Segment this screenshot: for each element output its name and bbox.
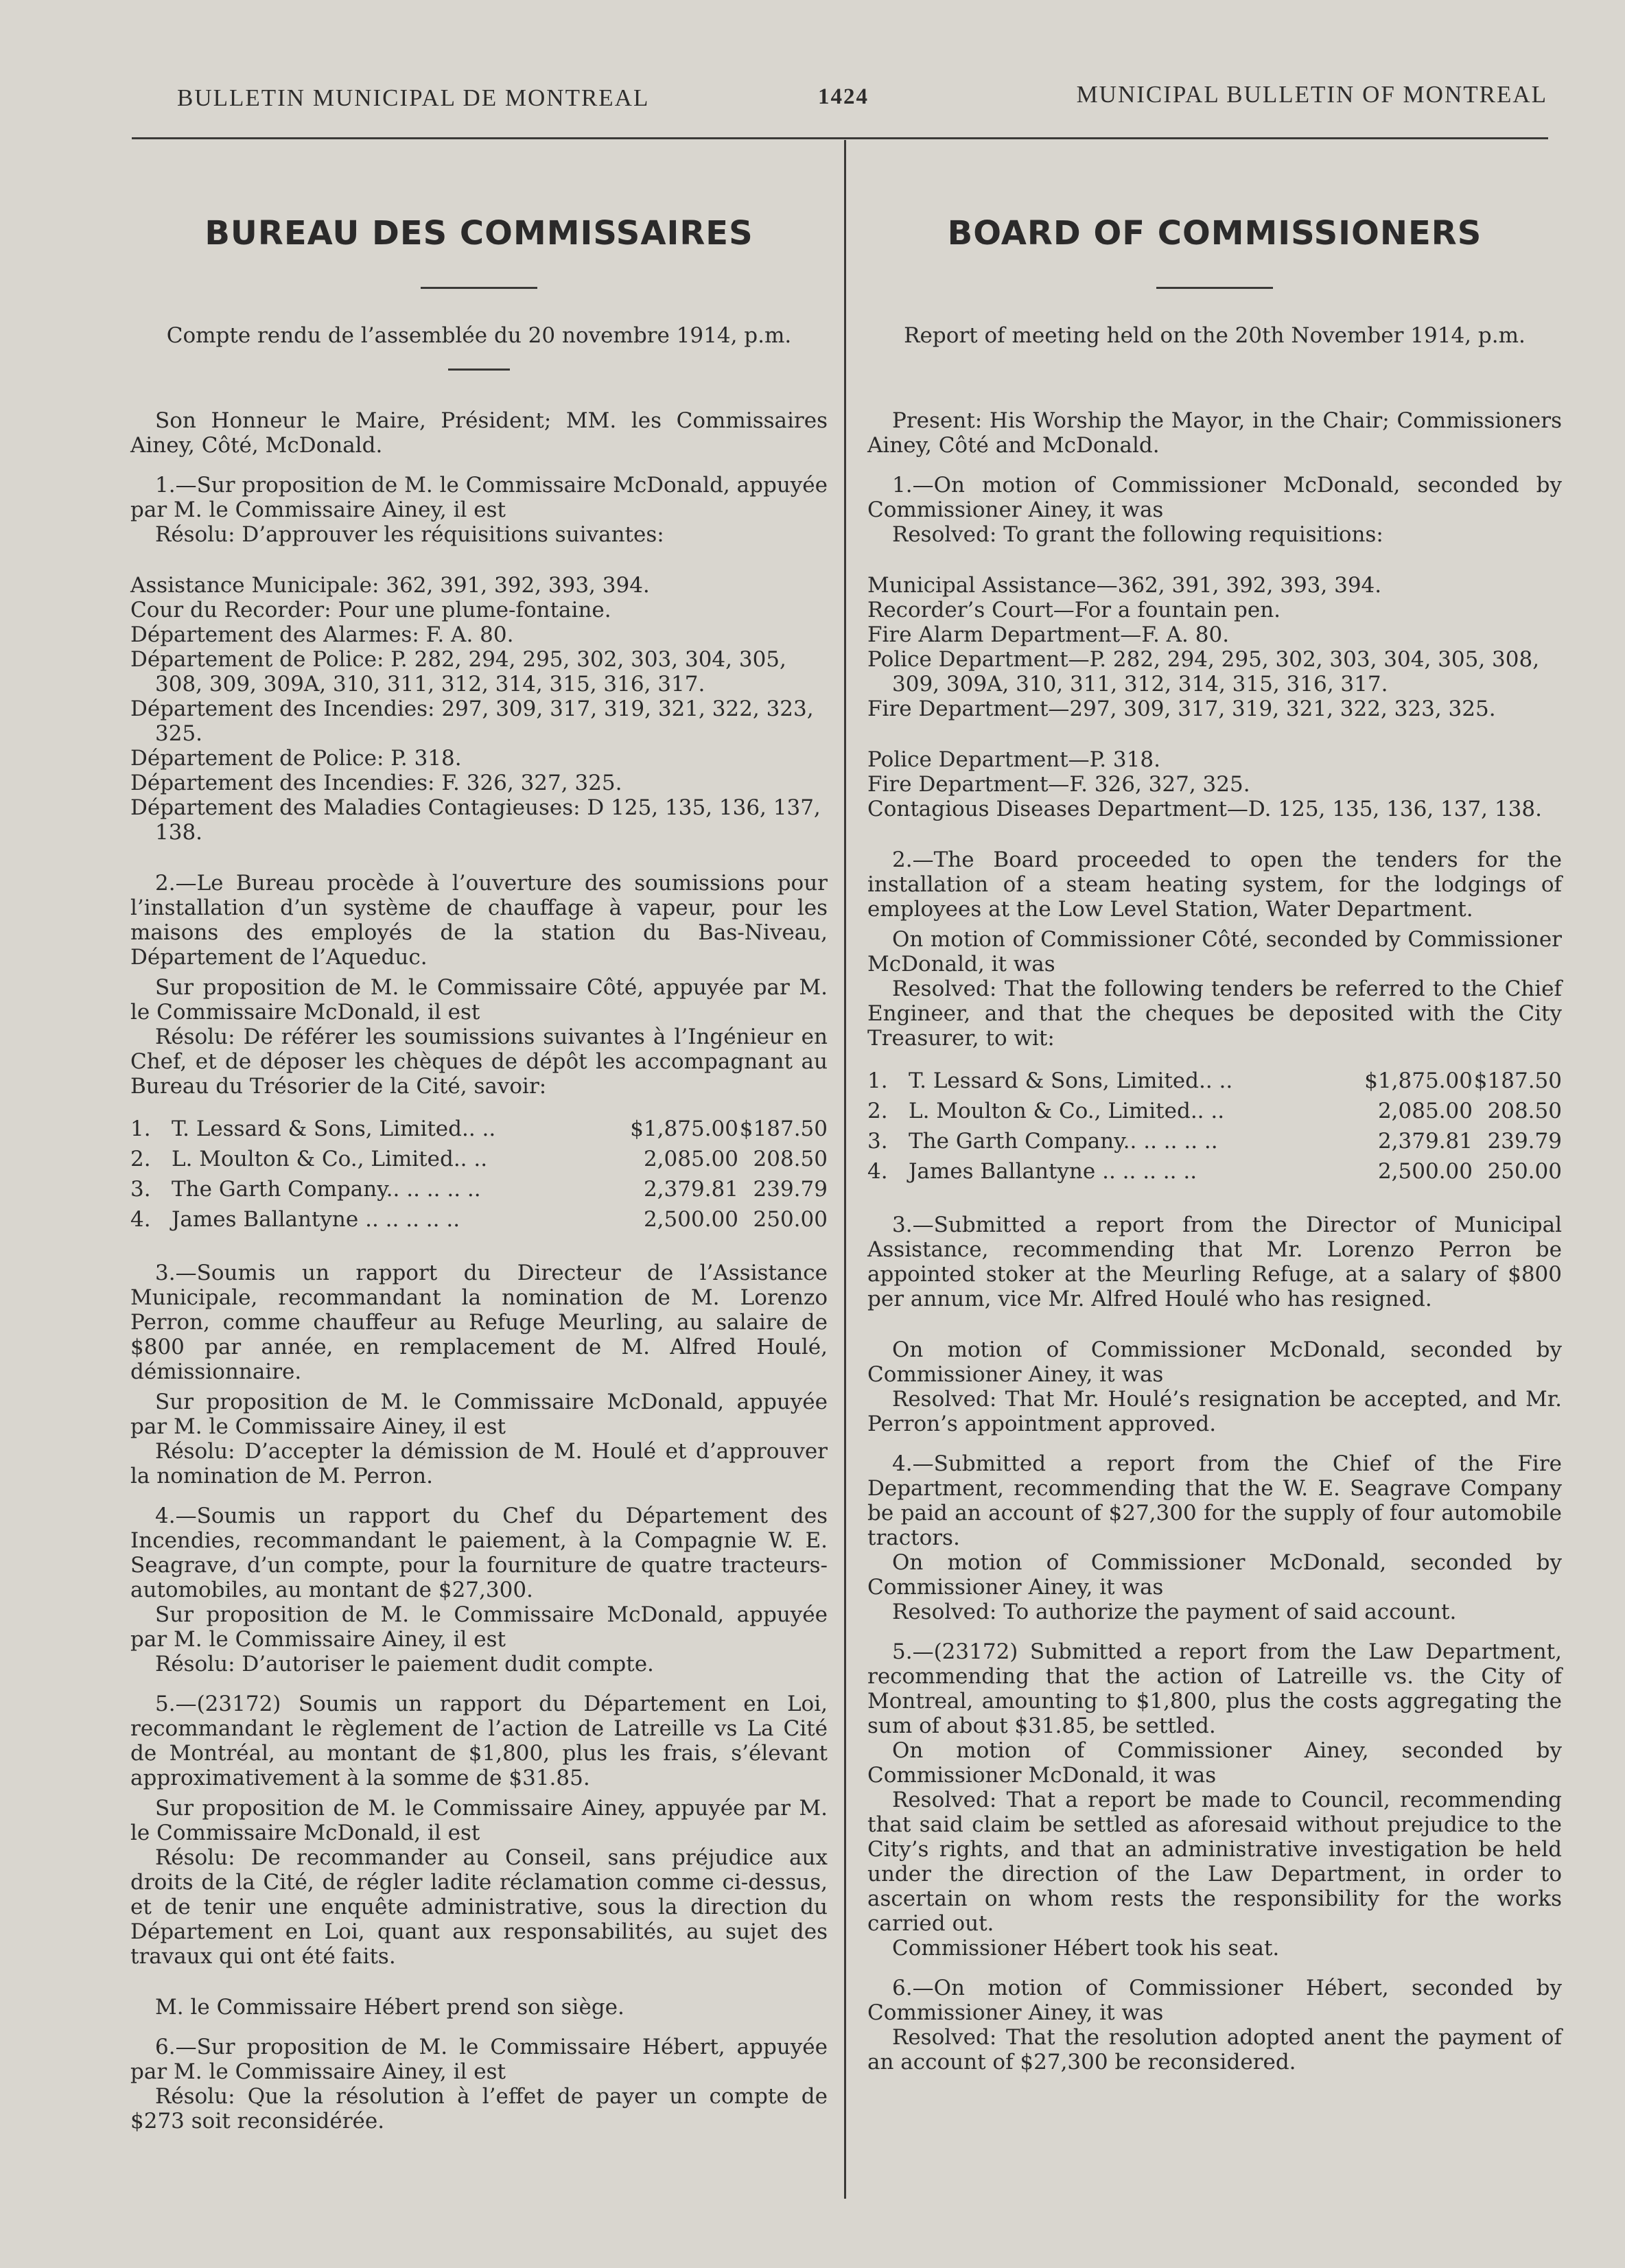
french-requisition: Département de Police: P. 282, 294, 295, 302, 303, 304, 305, 308, 309, 309A, 310, 311, 312, 314, 315, 316, 317. <box>130 647 786 697</box>
tender-amount: 2,500.00 <box>1377 1159 1473 1184</box>
english-requisition: Municipal Assistance—362, 391, 392, 393, 394. <box>867 573 1382 598</box>
tender-num: 2. <box>867 1099 888 1123</box>
tender-deposit: 239.79 <box>1487 1129 1562 1154</box>
subtitle-spacer <box>1184 369 1246 371</box>
french-s2-motion: Sur proposition de M. le Commissaire Côté, appuyée par M. le Commissaire McDonald, il est <box>130 975 828 1025</box>
english-hebert-seat: Commissioner Hébert took his seat. <box>892 1936 1280 1961</box>
tender-num: 1. <box>867 1068 888 1093</box>
french-requisition: Département des Maladies Contagieuses: D 125, 135, 136, 137, 138. <box>130 795 821 845</box>
header-rule <box>132 137 1548 139</box>
english-column <box>867 206 1562 2074</box>
tender-num: 4. <box>130 1207 151 1232</box>
english-subtitle: Report of meeting held on the 20th November 1914, p.m. <box>904 323 1525 348</box>
french-hebert-seat: M. le Commissaire Hébert prend son siège. <box>155 1995 624 2020</box>
english-requisition: Police Department—P. 282, 294, 295, 302, 303, 304, 305, 308, 309, 309A, 310, 311, 312, 314, 315, 316, 317. <box>867 647 1540 697</box>
tender-deposit: 239.79 <box>753 1177 828 1202</box>
tender-amount: 2,085.00 <box>1377 1099 1473 1123</box>
table-row <box>867 1126 1562 1156</box>
english-s2-resolved: Resolved: That the following tenders be referred to the Chief Engineer, and that the cheques be deposited with the City Treasurer, to wit: <box>867 977 1562 1051</box>
french-column <box>130 206 828 2133</box>
french-title: BUREAU DES COMMISSAIRES <box>204 214 753 253</box>
tender-amount: $1,875.00 <box>630 1117 738 1141</box>
tender-num: 4. <box>867 1159 888 1184</box>
french-s3-resolved: Résolu: D’accepter la démission de M. Houlé et d’approuver la nomination de M. Perron. <box>130 1439 828 1488</box>
page-number: 1424 <box>818 84 869 109</box>
table-row <box>130 1144 828 1174</box>
tender-amount: 2,085.00 <box>643 1147 738 1171</box>
tender-deposit: $187.50 <box>1473 1068 1562 1093</box>
tender-name: L. Moulton & Co., Limited.. .. <box>909 1099 1225 1123</box>
french-requisition: Département des Incendies: 297, 309, 317, 319, 321, 322, 323, 325. <box>130 697 814 746</box>
english-s4-text: 4.—Submitted a report from the Chief of the Fire Department, recommending that the W. E. Seagrave Company be paid an account of $27,300 for the supply of four automobile tractors. <box>867 1451 1562 1550</box>
english-s3-motion: On motion of Commissioner McDonald, seconded by Commissioner Ainey, it was <box>867 1337 1562 1387</box>
english-title: BOARD OF COMMISSIONERS <box>947 214 1482 253</box>
french-s1-resolved: Résolu: D’approuver les réquisitions suivantes: <box>155 522 664 547</box>
french-s4-text: 4.—Soumis un rapport du Chef du Département des Incendies, recommandant le paiement, à la Compagnie W. E. Seagrave, d’un compte, pour la fourniture de quatre tracteurs-automobiles, au montant de $27,300. <box>130 1504 828 1602</box>
french-requisition: Département de Police: P. 318. <box>130 746 462 771</box>
tender-name: T. Lessard & Sons, Limited.. .. <box>909 1068 1233 1093</box>
table-row <box>130 1204 828 1235</box>
running-head <box>130 81 1547 119</box>
english-tender-table <box>867 1066 1562 1186</box>
title-rule <box>421 287 537 289</box>
french-requisition: Département des Incendies: F. 326, 327, 325. <box>130 771 622 795</box>
tender-name: James Ballantyne .. .. .. .. .. <box>909 1159 1197 1184</box>
english-present: Present: His Worship the Mayor, in the Chair; Commissioners Ainey, Côté and McDonald. <box>867 408 1562 458</box>
english-s2-motion: On motion of Commissioner Côté, seconded by Commissioner McDonald, it was <box>867 927 1562 977</box>
table-row <box>867 1156 1562 1186</box>
french-requisition: Cour du Recorder: Pour une plume-fontaine. <box>130 598 611 622</box>
french-s6-motion: 6.—Sur proposition de M. le Commissaire Hébert, appuyée par M. le Commissaire Ainey, il est <box>130 2035 828 2084</box>
running-head-french: BULLETIN MUNICIPAL DE MONTREAL <box>177 84 650 111</box>
tender-deposit: 250.00 <box>1487 1159 1562 1184</box>
french-s3-text: 3.—Soumis un rapport du Directeur de l’Assistance Municipale, recommandant la nomination de M. Lorenzo Perron, comme chauffeur au Refuge Meurling, au salaire de $800 par année, en remplacement de M. Alfred Houlé, démissionnaire. <box>130 1261 828 1384</box>
english-s3-resolved: Resolved: That Mr. Houlé’s resignation be accepted, and Mr. Perron’s appointment approved. <box>867 1387 1562 1436</box>
tender-deposit: 208.50 <box>1487 1099 1562 1123</box>
tender-amount: 2,379.81 <box>1377 1129 1473 1154</box>
english-s6-resolved: Resolved: That the resolution adopted anent the payment of an account of $27,300 be reconsidered. <box>867 2025 1562 2074</box>
tender-deposit: 250.00 <box>753 1207 828 1232</box>
title-rule <box>1156 287 1273 289</box>
table-row <box>867 1096 1562 1126</box>
tender-amount: $1,875.00 <box>1364 1068 1473 1093</box>
tender-deposit: 208.50 <box>753 1147 828 1171</box>
english-requisition: Fire Department—297, 309, 317, 319, 321, 322, 323, 325. <box>867 697 1496 721</box>
french-s2-text: 2.—Le Bureau procède à l’ouverture des soumissions pour l’installation d’un système de chauffage à vapeur, pour les maisons des employés de la station du Bas-Niveau, Département de l’Aqueduc. <box>130 871 828 970</box>
english-s5-resolved: Resolved: That a report be made to Council, recommending that said claim be settled as aforesaid without prejudice to the City’s rights, and that an administrative investigation be held under the direction of the Law Department, in order to ascertain on whom rests the responsibility for the works carried out. <box>867 1788 1562 1936</box>
english-requisition: Recorder’s Court—For a fountain pen. <box>867 598 1281 622</box>
english-s6-motion: 6.—On motion of Commissioner Hébert, seconded by Commissioner Ainey, it was <box>867 1976 1562 2025</box>
english-s1-motion: 1.—On motion of Commissioner McDonald, seconded by Commissioner Ainey, it was <box>867 473 1562 522</box>
english-requisition: Fire Department—F. 326, 327, 325. <box>867 772 1250 797</box>
english-requisition: Police Department—P. 318. <box>867 747 1160 772</box>
english-s5-text: 5.—(23172) Submitted a report from the Law Department, recommending that the action of Latreille vs. the City of Montreal, amounting to $1,800, plus the costs aggregating the sum of about $31.85, be settled. <box>867 1639 1562 1738</box>
french-s4-motion: Sur proposition de M. le Commissaire McDonald, appuyée par M. le Commissaire Ainey, il est <box>130 1602 828 1652</box>
tender-num: 2. <box>130 1147 151 1171</box>
tender-name: L. Moulton & Co., Limited.. .. <box>172 1147 488 1171</box>
french-requisition: Département des Alarmes: F. A. 80. <box>130 622 514 647</box>
french-s6-resolved: Résolu: Que la résolution à l’effet de payer un compte de $273 soit reconsidérée. <box>130 2084 828 2133</box>
table-row <box>130 1174 828 1204</box>
table-row <box>867 1066 1562 1096</box>
tender-num: 1. <box>130 1117 151 1141</box>
table-row <box>130 1114 828 1144</box>
tender-amount: 2,500.00 <box>643 1207 738 1232</box>
english-s1-resolved: Resolved: To grant the following requisitions: <box>892 522 1383 547</box>
english-s2-text: 2.—The Board proceeded to open the tenders for the installation of a steam heating system, for the lodgings of employees at the Low Level Station, Water Department. <box>867 847 1562 922</box>
french-s1-motion: 1.—Sur proposition de M. le Commissaire McDonald, appuyée par M. le Commissaire Ainey, il est <box>130 473 828 522</box>
english-s3-text: 3.—Submitted a report from the Director of Municipal Assistance, recommending that Mr. Lorenzo Perron be appointed stoker at the Meurling Refuge, at a salary of $800 per annum, vice Mr. Alfred Houlé who has resigned. <box>867 1213 1562 1311</box>
french-s5-text: 5.—(23172) Soumis un rapport du Département en Loi, recommandant le règlement de l’action de Latreille vs La Cité de Montréal, au montant de $1,800, plus les frais, s’élevant approximativement à la somme de $31.85. <box>130 1692 828 1790</box>
french-s5-motion: Sur proposition de M. le Commissaire Ainey, appuyée par M. le Commissaire McDonald, il est <box>130 1796 828 1845</box>
tender-name: The Garth Company.. .. .. .. .. <box>172 1177 481 1202</box>
tender-name: T. Lessard & Sons, Limited.. .. <box>172 1117 496 1141</box>
tender-num: 3. <box>867 1129 888 1154</box>
tender-deposit: $187.50 <box>739 1117 828 1141</box>
english-requisition: Fire Alarm Department—F. A. 80. <box>867 622 1230 647</box>
french-present: Son Honneur le Maire, Président; MM. les Commissaires Ainey, Côté, McDonald. <box>130 408 828 458</box>
french-subtitle: Compte rendu de l’assemblée du 20 novembre 1914, p.m. <box>166 323 792 348</box>
english-s4-resolved: Resolved: To authorize the payment of said account. <box>892 1600 1457 1624</box>
french-s5-resolved: Résolu: De recommander au Conseil, sans préjudice aux droits de la Cité, de régler ladite réclamation comme ci-dessus, et de tenir une enquête administrative, sous la direction du Département en Loi, quant aux responsabilités, au sujet des travaux qui ont été faits. <box>130 1845 828 1969</box>
french-tender-table <box>130 1114 828 1235</box>
tender-amount: 2,379.81 <box>643 1177 738 1202</box>
english-requisition: Contagious Diseases Department—D. 125, 135, 136, 137, 138. <box>867 797 1542 821</box>
english-s4-motion: On motion of Commissioner McDonald, seconded by Commissioner Ainey, it was <box>867 1550 1562 1600</box>
tender-name: The Garth Company.. .. .. .. .. <box>909 1129 1218 1154</box>
subtitle-rule <box>448 369 510 371</box>
column-divider <box>844 140 846 2199</box>
french-s3-motion: Sur proposition de M. le Commissaire McDonald, appuyée par M. le Commissaire Ainey, il est <box>130 1390 828 1439</box>
french-requisition: Assistance Municipale: 362, 391, 392, 393, 394. <box>130 573 650 598</box>
tender-name: James Ballantyne .. .. .. .. .. <box>172 1207 460 1232</box>
running-head-english: MUNICIPAL BULLETIN OF MONTREAL <box>1076 81 1547 108</box>
english-s5-motion: On motion of Commissioner Ainey, seconded by Commissioner McDonald, it was <box>867 1738 1562 1788</box>
tender-num: 3. <box>130 1177 151 1202</box>
french-s4-resolved: Résolu: D’autoriser le paiement dudit compte. <box>155 1652 654 1676</box>
french-s2-resolved: Résolu: De référer les soumissions suivantes à l’Ingénieur en Chef, et de déposer les chèques de dépôt les accompagnant au Bureau du Trésorier de la Cité, savoir: <box>130 1025 828 1099</box>
